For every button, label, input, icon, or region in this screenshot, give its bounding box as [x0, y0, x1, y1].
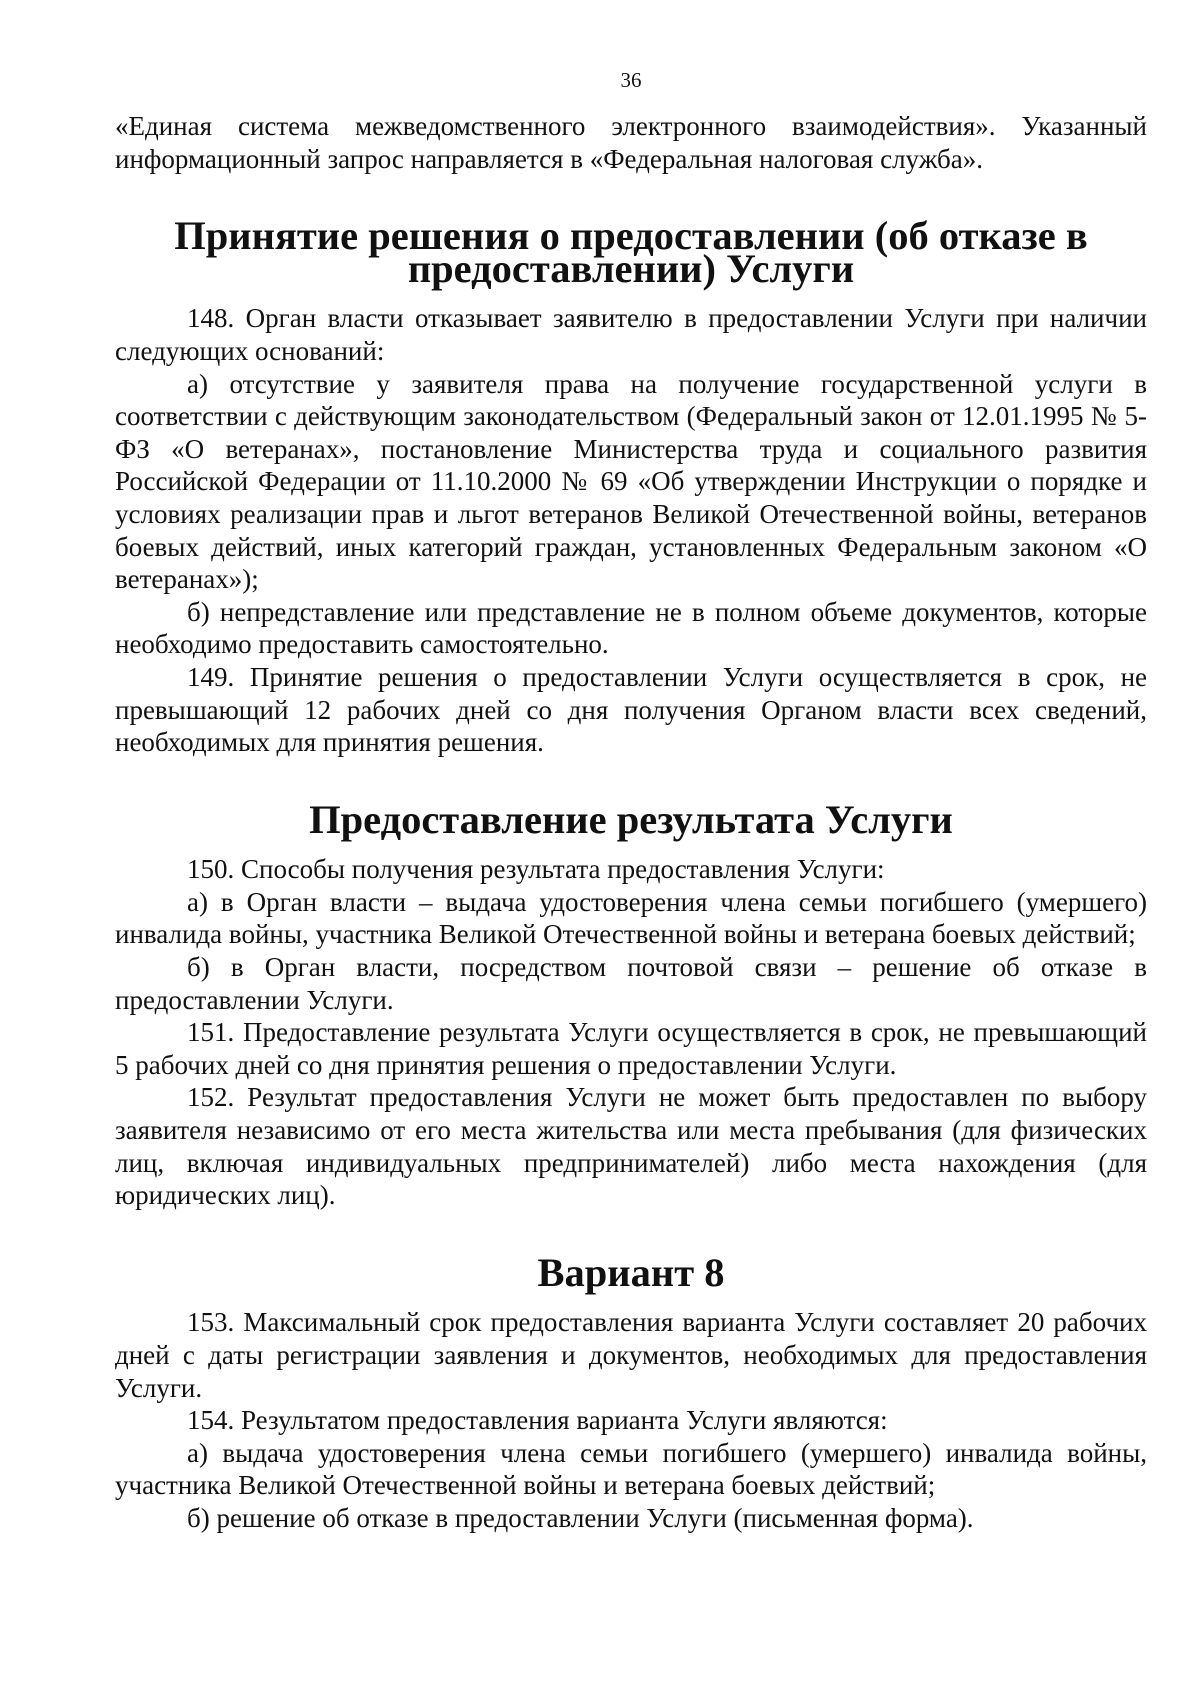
paragraph-153: 153. Максимальный срок предоставления варианта Услуги составляет 20 рабочих дней с даты регистрации заявления и документов, необходимых для предоставления Услуги.: [115, 1307, 1147, 1403]
paragraph-150-a: а) в Орган власти – выдача удостоверения члена семьи погибшего (умершего) инвалида войны, участника Великой Отечественной войны и ветерана боевых действий;: [115, 886, 1147, 950]
paragraph-149: 149. Принятие решения о предоставлении Услуги осуществляется в срок, не превышающий 12 рабочих дней со дня получения Органом власти всех сведений, необходимых для принятия решения.: [115, 661, 1147, 758]
paragraph-154-a: а) выдача удостоверения члена семьи погибшего (умершего) инвалида войны, участника Великой Отечественной войны и ветерана боевых действий;: [115, 1437, 1147, 1501]
paragraph-148-b: б) непредставление или представление не в полном объеме документов, которые необходимо предоставить самостоятельно.: [115, 596, 1147, 660]
paragraph-148-a: а) отсутствие у заявителя права на получение государственной услуги в соответствии с действующим законодательством (Федеральный закон от 12.01.1995 № 5-ФЗ «О ветеранах», постановление Министерства труда и социального развития Российской Федерации от 11.10.2000 № 69 «Об утверждении Инструкции о порядке и условиях реализации прав и льгот ветеранов Великой Отечественной войны, ветеранов боевых действий, иных категорий граждан, установленных Федеральным законом «О ветеранах»);: [115, 368, 1147, 595]
paragraph-150: 150. Способы получения результата предоставления Услуги:: [187, 854, 885, 885]
paragraph-150-b: б) в Орган власти, посредством почтовой связи – решение об отказе в предоставлении Услуги.: [115, 952, 1147, 1015]
section-heading-decision: Принятие решения о предоставлении (об отказе в предоставлении) Услуги: [174, 213, 1088, 291]
paragraph-152: 152. Результат предоставления Услуги не может быть предоставлен по выбору заявителя независимо от его места жительства или места пребывания (для физических лиц, включая индивидуальных предпринимателей) либо места нахождения (для юридических лиц).: [115, 1082, 1147, 1211]
page-number: 36: [620, 68, 642, 92]
section-heading-result: Предоставление результата Услуги: [309, 796, 953, 842]
paragraph-154-b: б) решение об отказе в предоставлении Услуги (письменная форма).: [187, 1502, 974, 1533]
paragraph-continuation: «Единая система межведомственного электронного взаимодействия». Указанный информационный запрос направляется в «Федеральная налоговая служба».: [115, 111, 1147, 174]
paragraph-148: 148. Орган власти отказывает заявителю в предоставлении Услуги при наличии следующих оснований:: [115, 303, 1147, 366]
paragraph-154: 154. Результатом предоставления варианта Услуги являются:: [187, 1405, 888, 1436]
paragraph-151: 151. Предоставление результата Услуги осуществляется в срок, не превышающий 5 рабочих дней со дня принятия решения о предоставлении Услуги.: [115, 1017, 1147, 1080]
document-body: [115, 110, 1147, 1535]
section-heading-variant-8: Вариант 8: [537, 1249, 725, 1295]
